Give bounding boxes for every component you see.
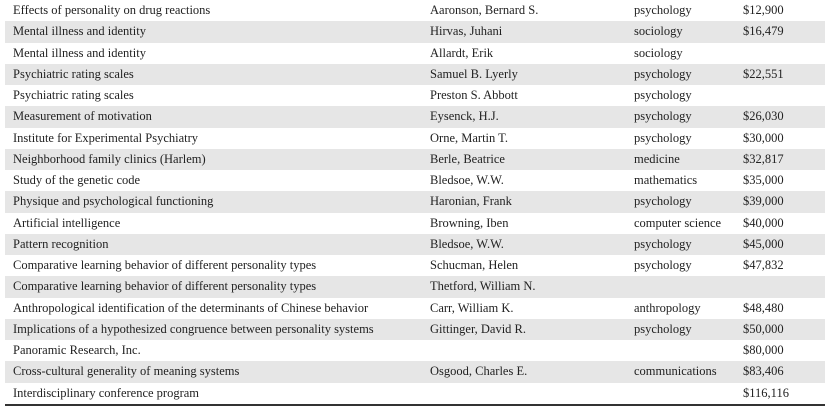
- researcher-name: Browning, Iben: [430, 215, 509, 230]
- table-row: [5, 64, 825, 85]
- table-row: [5, 0, 825, 21]
- project-title: Panoramic Research, Inc.: [13, 343, 141, 357]
- field-of-study: psychology: [634, 88, 692, 102]
- field-of-study: psychology: [634, 109, 692, 124]
- field-of-study: psychology: [634, 258, 692, 272]
- researcher-name: Allardt, Erik: [430, 45, 494, 60]
- researcher-name: Berle, Beatrice: [430, 151, 505, 166]
- table-row: [5, 298, 825, 319]
- field-of-study: psychology: [634, 194, 692, 209]
- table-row: [5, 319, 825, 340]
- field-of-study: medicine: [634, 151, 680, 166]
- project-title: Psychiatric rating scales: [13, 88, 134, 102]
- field-of-study: anthropology: [634, 300, 701, 315]
- researcher-name: Hirvas, Juhani: [430, 24, 503, 39]
- field-of-study: psychology: [634, 236, 692, 251]
- field-of-study: psychology: [634, 130, 692, 145]
- field-of-study: psychology: [634, 321, 692, 336]
- grant-amount: $80,000: [743, 343, 784, 357]
- table-row: [5, 128, 825, 149]
- project-title: Neighborhood family clinics (Harlem): [13, 151, 206, 166]
- table-row: [5, 340, 825, 361]
- project-title: Mental illness and identity: [13, 45, 146, 60]
- researcher-name: Gittinger, David R.: [430, 321, 527, 336]
- table-row: [5, 361, 825, 382]
- researcher-name: Osgood, Charles E.: [430, 364, 528, 379]
- table-row: [5, 276, 825, 297]
- grant-amount: $116,116: [743, 385, 789, 400]
- researcher-name: Bledsoe, W.W.: [430, 173, 504, 187]
- project-title: Mental illness and identity: [13, 24, 146, 39]
- field-of-study: sociology: [634, 24, 683, 39]
- grant-amount: $16,479: [743, 24, 784, 39]
- field-of-study: psychology: [634, 3, 692, 17]
- researcher-name: Aaronson, Bernard S.: [430, 3, 539, 17]
- field-of-study: computer science: [634, 215, 722, 230]
- table-row: [5, 170, 825, 191]
- researcher-name: Bledsoe, W.W.: [430, 236, 504, 251]
- researcher-name: Thetford, William N.: [430, 279, 536, 294]
- grant-amount: $50,000: [743, 321, 784, 336]
- project-title: Comparative learning behavior of different personality types: [13, 258, 317, 272]
- field-of-study: psychology: [634, 66, 692, 81]
- researcher-name: Eysenck, H.J.: [430, 109, 499, 124]
- table-row: [5, 191, 825, 212]
- grants-table: [5, 0, 825, 404]
- field-of-study: communications: [634, 364, 717, 379]
- table-row: [5, 255, 825, 276]
- project-title: Interdisciplinary conference program: [13, 385, 200, 400]
- field-of-study: mathematics: [634, 173, 698, 187]
- project-title: Artificial intelligence: [13, 215, 121, 230]
- project-title: Comparative learning behavior of different personality types: [13, 279, 317, 294]
- project-title: Measurement of motivation: [13, 109, 152, 124]
- table-row: [5, 43, 825, 64]
- grant-amount: $22,551: [743, 66, 784, 81]
- table-row: [5, 21, 825, 42]
- researcher-name: Haronian, Frank: [430, 194, 512, 209]
- grant-amount: $45,000: [743, 236, 784, 251]
- project-title: Implications of a hypothesized congruence between personality systems: [13, 321, 374, 336]
- project-title: Physique and psychological functioning: [13, 194, 214, 209]
- grant-amount: $47,832: [743, 258, 784, 272]
- table-row: [5, 383, 825, 404]
- project-title: Psychiatric rating scales: [13, 66, 134, 81]
- researcher-name: Schucman, Helen: [430, 258, 519, 272]
- researcher-name: Preston S. Abbott: [430, 88, 518, 102]
- table-row: [5, 149, 825, 170]
- grant-amount: $48,480: [743, 300, 784, 315]
- field-of-study: sociology: [634, 45, 683, 60]
- project-title: Effects of personality on drug reactions: [13, 3, 211, 17]
- table-row: [5, 234, 825, 255]
- grant-amount: $40,000: [743, 215, 784, 230]
- table-row: [5, 85, 825, 106]
- grant-amount: $83,406: [743, 364, 784, 379]
- table-row: [5, 106, 825, 127]
- table-row: [5, 213, 825, 234]
- grant-amount: $39,000: [743, 194, 784, 209]
- grant-amount: $26,030: [743, 109, 784, 124]
- researcher-name: Samuel B. Lyerly: [430, 66, 518, 81]
- project-title: Cross-cultural generality of meaning systems: [13, 364, 240, 379]
- table-bottom-rule: [5, 404, 825, 406]
- project-title: Anthropological identification of the determinants of Chinese behavior: [13, 300, 369, 315]
- project-title: Study of the genetic code: [13, 173, 141, 187]
- project-title: Institute for Experimental Psychiatry: [13, 130, 199, 145]
- researcher-name: Orne, Martin T.: [430, 130, 508, 145]
- grant-amount: $12,900: [743, 3, 784, 17]
- grant-amount: $32,817: [743, 151, 784, 166]
- project-title: Pattern recognition: [13, 236, 109, 251]
- grant-amount: $35,000: [743, 173, 784, 187]
- grant-amount: $30,000: [743, 130, 784, 145]
- researcher-name: Carr, William K.: [430, 300, 514, 315]
